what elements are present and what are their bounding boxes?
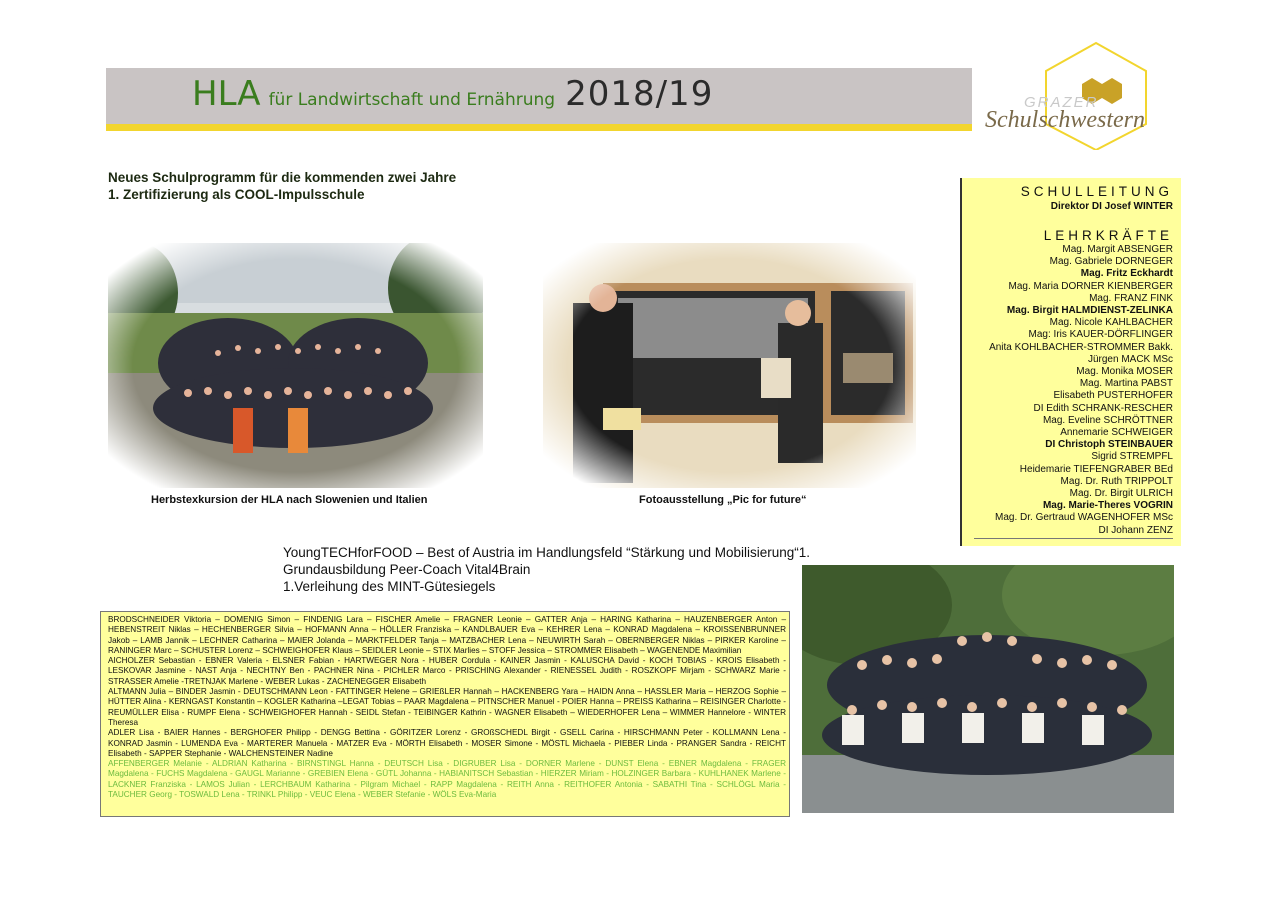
teacher-item: Mag. Martina PABST <box>1079 378 1173 390</box>
teachers-heading: LEHRKRÄFTE <box>1043 228 1173 243</box>
teacher-item: Mag. Monika MOSER <box>1076 366 1173 378</box>
student-list-box <box>100 611 790 817</box>
teacher-item: DI Christoph STEINBAUER <box>1045 439 1173 451</box>
excursion-group-photo <box>108 243 483 488</box>
teacher-item: Elisabeth PUSTERHOFER <box>1053 390 1173 402</box>
logo-grazer-text: GRAZER <box>1024 94 1099 111</box>
teacher-item: Mag. Fritz Eckhardt <box>1080 268 1173 280</box>
teacher-item: Mag. Dr. Gertraud WAGENHOFER MSc <box>995 512 1173 524</box>
teacher-item: Mag. Gabriele DORNEGER <box>1049 256 1173 268</box>
student-class-list: AFFENBERGER Melanie - ALDRIAN Katharina - BIRNSTINGL Hanna - DEUTSCH Lisa - DIGRUBER Lisa - DORNER Marlene - DUNST Elena - EBNER Magdalena - FRAGER Magdalena - FUCHS Magdalena - GAUGL Marianne - GREBIEN Elena - GÜTL Johanna - HABIANITSCH Sebastian - HIERZER Miriam - HOLZINGER Barbara - KUHLHANEK Marlene - LACKNER Franziska - LAMOS Julian - LERCHBAUM Katharina - Pilgram Michael - RAPP Magdalena - REITH Anna - REITHOFER Antonia - SABATHI Tina - SCHLÖGL Maria - TAUCHER Georg - TOSWALD Lena - TRINKL Philipp - VEUC Elena - WEBER Stefanie - WÖLS Eva-Maria <box>108 759 786 800</box>
teacher-item: Mag. Dr. Ruth TRIPPOLT <box>1060 475 1173 487</box>
student-class-list: ADLER Lisa - BAIER Hannes - BERGHOFER Philipp - DENGG Bettina - GÖRITZER Lorenz - GROßSCHEDL Birgit - GSELL Carina - HIRSCHMANN Peter - KOLLMANN Lena - KONRAD Jasmin - LUMENDA Eva - MARTERER Manuela - MATZER Eva - MÖRTH Elisabeth - MOSER Simone - MÖSTL Michaela - PIEBER Linda - PRANGER Sandra - REICHT Elisabeth - SAPPER Stephanie - WALCHENSTEINER Nadine <box>108 728 786 758</box>
student-class-list: ALTMANN Julia – BINDER Jasmin - DEUTSCHMANN Leon - FATTINGER Helene – GRIEßLER Hannah – HACKENBERG Yara – HAIDN Anna – HASSLER Maria – HERZOG Sophie – HÜTTER Alina - KERNGAST Konstantin – KOGLER Katharina –LEGAT Tobias – PAAR Magdalena – PITNSCHER Manuel - POIER Hanna – PREISS Katharina – REISINGER Charlotte - REUMÜLLER Elisa - RUMPF Elena - SCHWEIGHOFER Hannah - SEIDL Stefan - TEIBINGER Kathrin - WAGNER Elisabeth – WIEDERHOFER Lena – WIMMER Hannelore - WINTER Theresa <box>108 687 786 727</box>
teacher-item: Mag. Maria DORNER KIENBERGER <box>1008 280 1173 292</box>
intro-line-2: 1. Zertifizierung als COOL-Impulsschule <box>108 187 365 202</box>
teacher-item: Mag. Dr. Birgit ULRICH <box>1069 488 1173 500</box>
excursion-caption: Herbstexkursion der HLA nach Slowenien und Italien <box>151 494 428 506</box>
staff-panel <box>960 178 1181 546</box>
staff-divider <box>974 538 1173 539</box>
teacher-item: Annemarie SCHWEIGER <box>1060 427 1173 439</box>
graduates-group-photo <box>802 565 1174 813</box>
exhibition-caption: Fotoausstellung „Pic for future“ <box>639 494 807 506</box>
page-title <box>192 74 713 114</box>
intro-text <box>108 169 456 203</box>
header-underline <box>106 124 972 131</box>
award-item: YoungTECHforFOOD – Best of Austria im Handlungsfeld “Stärkung und Mobilisierung“1. <box>283 545 811 560</box>
award-item: Grundausbildung Peer-Coach Vital4Brain <box>283 562 531 577</box>
awards-list <box>283 544 810 595</box>
teacher-item: Mag. Birgit HALMDIENST-ZELINKA <box>1006 305 1173 317</box>
teacher-item: DI Johann ZENZ <box>1098 524 1173 536</box>
exhibition-photo <box>543 243 916 488</box>
teacher-item: Heidemarie TIEFENGRABER BEd <box>1019 463 1173 475</box>
school-subtitle: für Landwirtschaft und Ernährung <box>268 90 556 110</box>
school-leadership-heading: SCHULLEITUNG <box>1020 184 1173 199</box>
teacher-item: Jürgen MACK MSc <box>1087 353 1173 365</box>
student-class-list: AICHOLZER Sebastian - EBNER Valeria - ELSNER Fabian - HARTWEGER Nora - HUBER Cordula - KAINER Jasmin - KALUSCHA David - KOCH TOBIAS - KROIS Elisabeth - LESKOVAR Jasmine - NAST Anja - NECHTNY Ben - PACHNER Nina - PICHLER Marco - PRISCHING Alexander - RIENESSEL Judith - ROSZKOPF Mirjam - SCHWARZ Marie - STRASSER Amelie -TRETNJAK Marlene - WEBER Lukas - ZACHENEGGER Elisabeth <box>108 656 786 686</box>
teacher-item: Sigrid STREMPFL <box>1091 451 1173 463</box>
logo-name-text: Schulschwestern <box>985 107 1145 133</box>
teacher-item: Mag. Margit ABSENGER <box>1062 244 1173 255</box>
teacher-item: Anita KOHLBACHER-STROMMER Bakk. <box>989 341 1173 353</box>
intro-line-1: Neues Schulprogramm für die kommenden zwei Jahre <box>108 170 457 185</box>
teacher-list <box>989 244 1173 537</box>
school-year: 2018/19 <box>565 74 714 114</box>
teacher-item: DI Edith SCHRANK-RESCHER <box>1033 402 1173 414</box>
teacher-item: Mag. Marie-Theres VOGRIN <box>1042 500 1173 512</box>
school-abbrev: HLA <box>192 74 261 114</box>
student-class-list: BRODSCHNEIDER Viktoria – DOMENIG Simon – FINDENIG Lara – FISCHER Amelie – FRAGNER Leonie – GATTER Anja – HARING Katharina – HAUZENBERGER Anton – HEBENSTREIT Niklas – HECHENBERGER Silvia – HOFMANN Anna – HÖLLER Franziska – KANDLBAUER Eva – KEHRER Lena – KONRAD Magdalena – KROISSENBRUNNER Jakob – LAMB Jannik – LECHNER Catharina – MAIER Jolanda – MARKTFELDER Tanja – MATZBACHER Lena – NEUWIRTH Sarah – OBERNBERGER Niklas – PIRKER Karoline – RANINGER Marc – SCHUSTER Lorenz – SCHWEIGHOFER Klaus – SEIDLER Leonie – STIX Marlies – STOFF Jessica – STROMMER Elisabeth – WAGENENDE Maximilian <box>108 615 786 655</box>
director-name: Direktor DI Josef WINTER <box>1050 201 1173 212</box>
teacher-item: Mag. FRANZ FINK <box>1089 292 1173 304</box>
teacher-item: Mag. Nicole KAHLBACHER <box>1049 317 1173 329</box>
award-item: 1.Verleihung des MINT-Gütesiegels <box>283 579 496 594</box>
teacher-item: Mag. Eveline SCHRÖTTNER <box>1042 414 1173 426</box>
teacher-item: Mag: Iris KAUER-DÖRFLINGER <box>1028 329 1173 341</box>
